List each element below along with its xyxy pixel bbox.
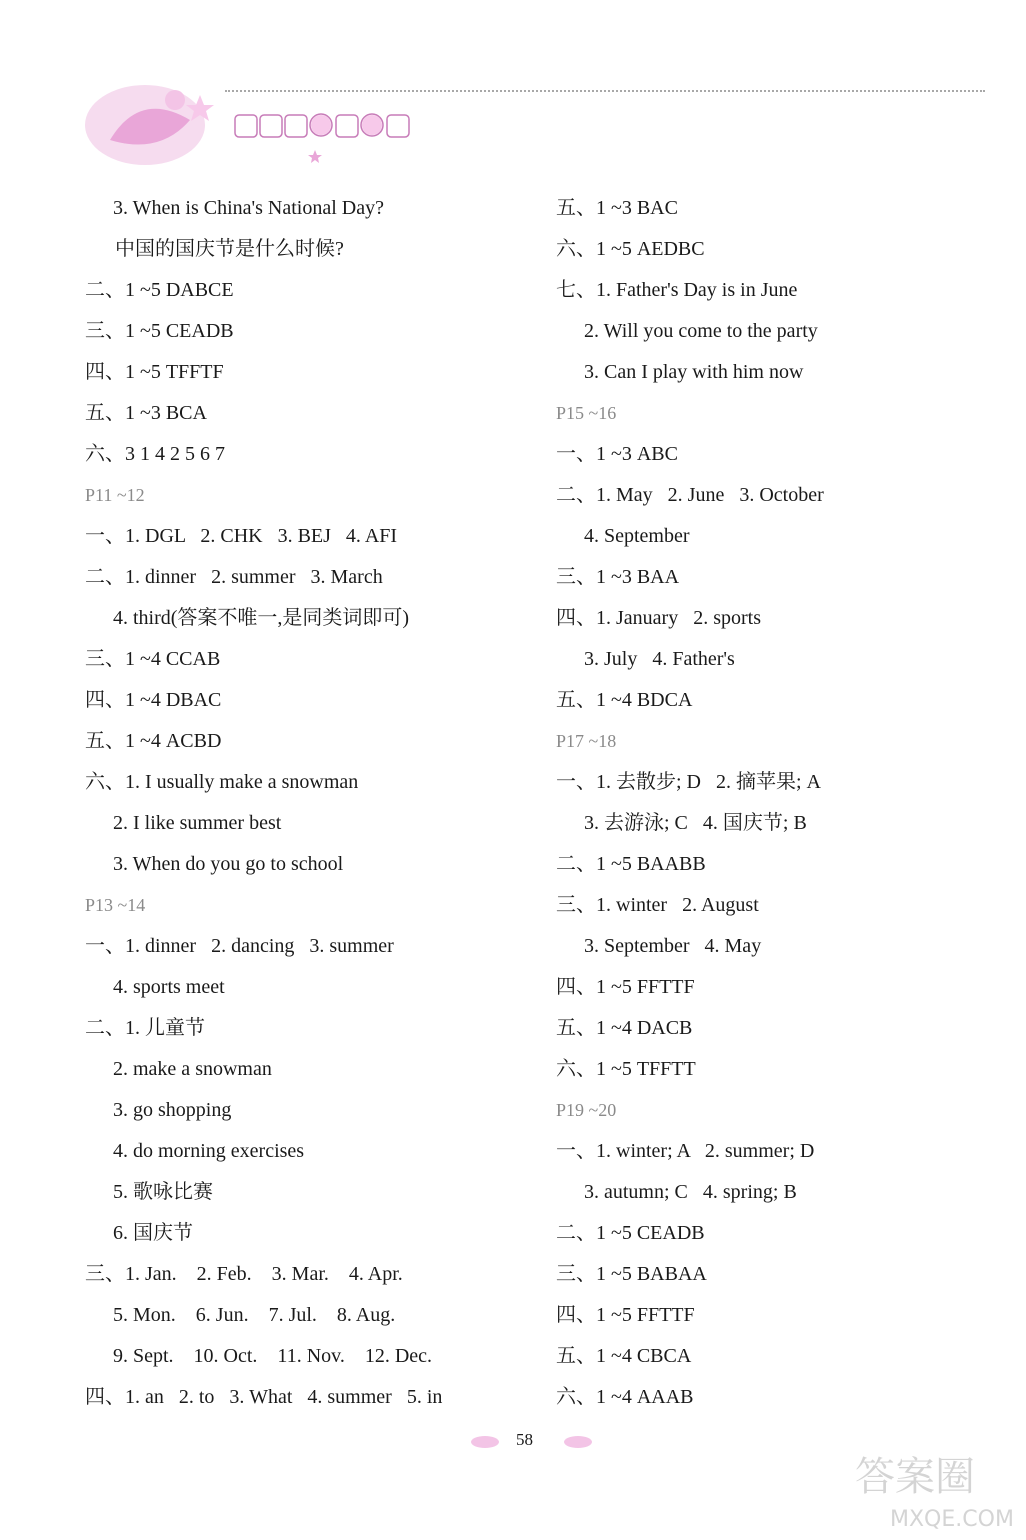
answer-line: 中国的国庆节是什么时候? (115, 238, 344, 260)
watermark-icon (850, 1440, 1025, 1535)
answer-line: 3. September 4. May (584, 935, 762, 957)
answer-line: 三、1 ~4 CCAB (85, 648, 221, 670)
watermark-url: MXQE.COM (890, 1507, 1014, 1532)
answer-line: 4. September (584, 525, 690, 547)
answer-line: 3. When is China's National Day? (113, 197, 384, 219)
answer-line: 五、1 ~4 CBCA (556, 1345, 692, 1367)
answer-column-left (85, 188, 525, 1418)
answer-line: 四、1. an 2. to 3. What 4. summer 5. in (85, 1386, 443, 1408)
answer-line: 六、3 1 4 2 5 6 7 (85, 443, 225, 465)
answer-line: 一、1 ~3 ABC (556, 443, 678, 465)
answer-line: 七、1. Father's Day is in June (556, 279, 798, 301)
section-heading: P13 ~14 (85, 895, 146, 915)
answer-line: 二、1 ~5 CEADB (556, 1222, 705, 1244)
answer-line: 二、1 ~5 BAABB (556, 853, 706, 875)
watermark-text: 答案圈 (855, 1454, 975, 1500)
answer-line: 二、1. 儿童节 (85, 1017, 205, 1039)
answer-line: 六、1 ~5 AEDBC (556, 238, 705, 260)
answer-line: 6. 国庆节 (113, 1222, 193, 1244)
watermark-logo (850, 1440, 1025, 1535)
answer-line: 六、1 ~5 TFFTT (556, 1058, 696, 1080)
answer-line: 五、1 ~3 BCA (85, 402, 207, 424)
answer-column-right (556, 188, 986, 1418)
section-heading: P11 ~12 (85, 485, 145, 505)
answer-line: 四、1 ~4 DBAC (85, 689, 222, 711)
answer-line: 5. 歌咏比赛 (113, 1181, 213, 1203)
header-dotted-rule (225, 90, 985, 92)
answer-line: 二、1. May 2. June 3. October (556, 484, 824, 506)
answer-line: 3. July 4. Father's (584, 648, 735, 670)
answer-line: 四、1. January 2. sports (556, 607, 761, 629)
answer-line: 3. go shopping (113, 1099, 232, 1121)
answer-line: 五、1 ~4 BDCA (556, 689, 693, 711)
header-logo-icon (80, 70, 990, 170)
answer-line: 四、1 ~5 FFTTF (556, 976, 695, 998)
answer-line: 三、1 ~5 BABAA (556, 1263, 707, 1285)
answer-line: 4. sports meet (113, 976, 225, 998)
answer-line: 3. autumn; C 4. spring; B (584, 1181, 797, 1203)
page-number: 58 (516, 1430, 533, 1449)
answer-line: 一、1. DGL 2. CHK 3. BEJ 4. AFI (85, 525, 398, 547)
answer-line: 9. Sept. 10. Oct. 11. Nov. 12. Dec. (113, 1345, 433, 1367)
answer-line: 二、1 ~5 DABCE (85, 279, 234, 301)
answer-line: 五、1 ~4 ACBD (85, 730, 222, 752)
answer-line: 六、1 ~4 AAAB (556, 1386, 694, 1408)
section-heading: P17 ~18 (556, 731, 617, 751)
answer-line: 五、1 ~4 DACB (556, 1017, 693, 1039)
answer-line: 3. 去游泳; C 4. 国庆节; B (584, 812, 807, 834)
answer-line: 六、1. I usually make a snowman (85, 771, 359, 793)
answer-line: 三、1 ~5 CEADB (85, 320, 234, 342)
answer-line: 四、1 ~5 FFTTF (556, 1304, 695, 1326)
answer-line: 4. third(答案不唯一,是同类词即可) (113, 607, 410, 629)
answer-line: 4. do morning exercises (113, 1140, 305, 1162)
answer-line: 二、1. dinner 2. summer 3. March (85, 566, 383, 588)
answer-line: 三、1. Jan. 2. Feb. 3. Mar. 4. Apr. (85, 1263, 403, 1285)
answer-line: 三、1. winter 2. August (556, 894, 759, 916)
answer-line: 2. make a snowman (113, 1058, 272, 1080)
answer-line: 3. When do you go to school (113, 853, 344, 875)
answer-line: 3. Can I play with him now (584, 361, 804, 383)
answer-line: 5. Mon. 6. Jun. 7. Jul. 8. Aug. (113, 1304, 396, 1326)
answer-line: 三、1 ~3 BAA (556, 566, 680, 588)
answer-line: 一、1. winter; A 2. summer; D (556, 1140, 815, 1162)
answer-line: 五、1 ~3 BAC (556, 197, 678, 219)
page-header-decoration (80, 70, 990, 170)
answer-line: 一、1. 去散步; D 2. 摘苹果; A (556, 771, 821, 793)
answer-line: 2. Will you come to the party (584, 320, 818, 342)
answer-line: 四、1 ~5 TFFTF (85, 361, 224, 383)
section-heading: P15 ~16 (556, 403, 617, 423)
answer-line: 一、1. dinner 2. dancing 3. summer (85, 935, 394, 957)
section-heading: P19 ~20 (556, 1100, 617, 1120)
answer-line: 2. I like summer best (113, 812, 282, 834)
